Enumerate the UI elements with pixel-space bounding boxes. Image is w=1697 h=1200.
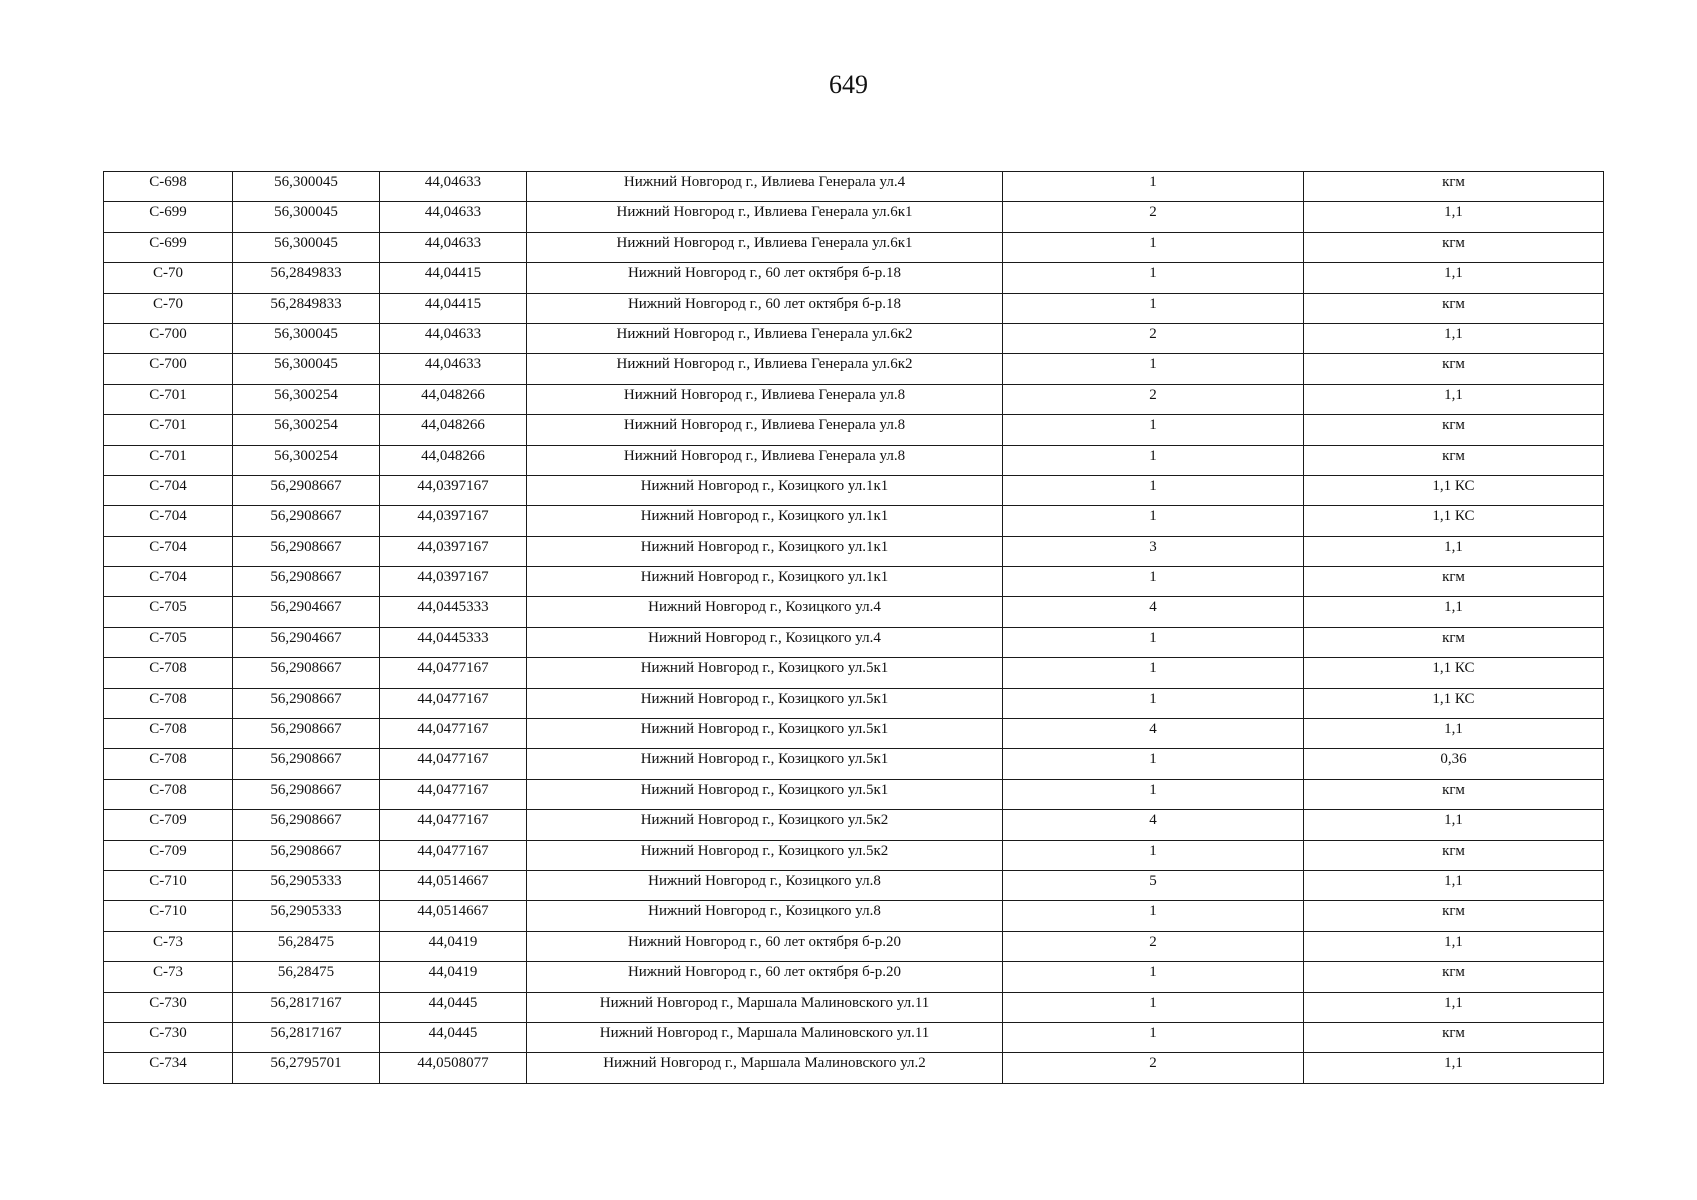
cell-quantity: 1 <box>1003 293 1304 323</box>
cell-code: С-70 <box>104 293 233 323</box>
cell-longitude: 44,0445 <box>380 992 527 1022</box>
cell-latitude: 56,300045 <box>233 202 380 232</box>
cell-longitude: 44,04415 <box>380 263 527 293</box>
table-row <box>104 931 1604 961</box>
cell-type: кгм <box>1304 962 1604 992</box>
cell-code: С-709 <box>104 810 233 840</box>
cell-address: Нижний Новгород г., 60 лет октября б-р.20 <box>527 962 1003 992</box>
cell-code: С-708 <box>104 719 233 749</box>
cell-latitude: 56,2908667 <box>233 536 380 566</box>
cell-type: кгм <box>1304 354 1604 384</box>
cell-longitude: 44,048266 <box>380 415 527 445</box>
cell-code: С-710 <box>104 870 233 900</box>
cell-address: Нижний Новгород г., Козицкого ул.4 <box>527 627 1003 657</box>
cell-longitude: 44,04633 <box>380 354 527 384</box>
cell-type: 1,1 <box>1304 931 1604 961</box>
cell-type: 1,1 <box>1304 810 1604 840</box>
cell-type: кгм <box>1304 445 1604 475</box>
cell-code: С-730 <box>104 992 233 1022</box>
cell-latitude: 56,2908667 <box>233 840 380 870</box>
cell-latitude: 56,300254 <box>233 415 380 445</box>
cell-longitude: 44,0397167 <box>380 536 527 566</box>
cell-address: Нижний Новгород г., Козицкого ул.1к1 <box>527 536 1003 566</box>
cell-code: С-699 <box>104 232 233 262</box>
cell-code: С-730 <box>104 1022 233 1052</box>
cell-quantity: 1 <box>1003 415 1304 445</box>
cell-address: Нижний Новгород г., Маршала Малиновского ул.11 <box>527 992 1003 1022</box>
cell-longitude: 44,0514667 <box>380 870 527 900</box>
cell-type: 0,36 <box>1304 749 1604 779</box>
cell-type: кгм <box>1304 901 1604 931</box>
cell-address: Нижний Новгород г., Козицкого ул.4 <box>527 597 1003 627</box>
cell-latitude: 56,300045 <box>233 172 380 202</box>
cell-longitude: 44,0445333 <box>380 597 527 627</box>
cell-quantity: 1 <box>1003 992 1304 1022</box>
cell-longitude: 44,0477167 <box>380 719 527 749</box>
table-row <box>104 1022 1604 1052</box>
cell-type: кгм <box>1304 293 1604 323</box>
cell-type: кгм <box>1304 840 1604 870</box>
cell-latitude: 56,2817167 <box>233 992 380 1022</box>
cell-address: Нижний Новгород г., Козицкого ул.5к1 <box>527 719 1003 749</box>
cell-code: С-698 <box>104 172 233 202</box>
cell-type: 1,1 <box>1304 597 1604 627</box>
cell-type: кгм <box>1304 567 1604 597</box>
table-row <box>104 688 1604 718</box>
cell-code: С-704 <box>104 536 233 566</box>
cell-code: С-701 <box>104 384 233 414</box>
cell-latitude: 56,300254 <box>233 445 380 475</box>
page-number: 649 <box>829 70 868 99</box>
table-row <box>104 870 1604 900</box>
cell-quantity: 1 <box>1003 567 1304 597</box>
cell-longitude: 44,0397167 <box>380 506 527 536</box>
cell-code: С-708 <box>104 779 233 809</box>
table-row <box>104 779 1604 809</box>
table-row <box>104 293 1604 323</box>
cell-type: 1,1 <box>1304 870 1604 900</box>
cell-address: Нижний Новгород г., Козицкого ул.5к1 <box>527 688 1003 718</box>
cell-address: Нижний Новгород г., Козицкого ул.5к2 <box>527 840 1003 870</box>
table-row <box>104 202 1604 232</box>
cell-quantity: 3 <box>1003 536 1304 566</box>
table-row <box>104 415 1604 445</box>
cell-code: С-708 <box>104 658 233 688</box>
cell-type: 1,1 <box>1304 202 1604 232</box>
cell-latitude: 56,2908667 <box>233 475 380 505</box>
cell-quantity: 4 <box>1003 597 1304 627</box>
cell-latitude: 56,300045 <box>233 354 380 384</box>
cell-latitude: 56,2908667 <box>233 688 380 718</box>
table-row <box>104 597 1604 627</box>
cell-type: кгм <box>1304 172 1604 202</box>
cell-latitude: 56,28475 <box>233 931 380 961</box>
table-row <box>104 232 1604 262</box>
table-row <box>104 445 1604 475</box>
cell-code: С-73 <box>104 931 233 961</box>
cell-longitude: 44,04633 <box>380 323 527 353</box>
cell-code: С-708 <box>104 688 233 718</box>
table-row <box>104 840 1604 870</box>
cell-address: Нижний Новгород г., Ивлиева Генерала ул.4 <box>527 172 1003 202</box>
cell-address: Нижний Новгород г., Козицкого ул.5к1 <box>527 658 1003 688</box>
cell-latitude: 56,300254 <box>233 384 380 414</box>
cell-quantity: 4 <box>1003 810 1304 840</box>
table-row <box>104 384 1604 414</box>
cell-quantity: 1 <box>1003 962 1304 992</box>
data-table <box>103 171 1604 1084</box>
table-row <box>104 658 1604 688</box>
cell-quantity: 1 <box>1003 779 1304 809</box>
cell-address: Нижний Новгород г., Козицкого ул.5к1 <box>527 779 1003 809</box>
cell-latitude: 56,2908667 <box>233 810 380 840</box>
cell-address: Нижний Новгород г., Козицкого ул.5к1 <box>527 749 1003 779</box>
cell-type: 1,1 <box>1304 323 1604 353</box>
cell-type: кгм <box>1304 627 1604 657</box>
table-row <box>104 323 1604 353</box>
table-row <box>104 627 1604 657</box>
cell-longitude: 44,0514667 <box>380 901 527 931</box>
cell-type: кгм <box>1304 779 1604 809</box>
table-row <box>104 901 1604 931</box>
table-row <box>104 749 1604 779</box>
cell-code: С-70 <box>104 263 233 293</box>
cell-quantity: 1 <box>1003 172 1304 202</box>
cell-longitude: 44,0508077 <box>380 1053 527 1083</box>
cell-type: 1,1 КС <box>1304 688 1604 718</box>
cell-address: Нижний Новгород г., Козицкого ул.5к2 <box>527 810 1003 840</box>
cell-code: С-704 <box>104 506 233 536</box>
cell-type: кгм <box>1304 415 1604 445</box>
cell-latitude: 56,2908667 <box>233 779 380 809</box>
cell-code: С-701 <box>104 415 233 445</box>
table-row <box>104 567 1604 597</box>
cell-quantity: 1 <box>1003 658 1304 688</box>
cell-type: 1,1 <box>1304 536 1604 566</box>
cell-quantity: 1 <box>1003 627 1304 657</box>
cell-quantity: 1 <box>1003 840 1304 870</box>
cell-quantity: 1 <box>1003 232 1304 262</box>
table-row <box>104 1053 1604 1083</box>
cell-address: Нижний Новгород г., Маршала Малиновского ул.2 <box>527 1053 1003 1083</box>
cell-quantity: 1 <box>1003 263 1304 293</box>
cell-longitude: 44,0477167 <box>380 810 527 840</box>
cell-address: Нижний Новгород г., Ивлиева Генерала ул.8 <box>527 384 1003 414</box>
cell-address: Нижний Новгород г., Ивлиева Генерала ул.6к1 <box>527 232 1003 262</box>
cell-type: 1,1 КС <box>1304 658 1604 688</box>
cell-latitude: 56,2905333 <box>233 870 380 900</box>
cell-latitude: 56,2908667 <box>233 749 380 779</box>
cell-code: С-709 <box>104 840 233 870</box>
cell-longitude: 44,0397167 <box>380 567 527 597</box>
cell-code: С-700 <box>104 354 233 384</box>
cell-quantity: 2 <box>1003 1053 1304 1083</box>
table-row <box>104 354 1604 384</box>
cell-quantity: 1 <box>1003 506 1304 536</box>
cell-latitude: 56,2908667 <box>233 567 380 597</box>
cell-latitude: 56,2849833 <box>233 263 380 293</box>
cell-longitude: 44,0477167 <box>380 840 527 870</box>
cell-longitude: 44,04633 <box>380 172 527 202</box>
table-row <box>104 992 1604 1022</box>
cell-quantity: 2 <box>1003 384 1304 414</box>
table-row <box>104 810 1604 840</box>
cell-longitude: 44,04633 <box>380 232 527 262</box>
cell-address: Нижний Новгород г., Ивлиева Генерала ул.8 <box>527 445 1003 475</box>
cell-quantity: 2 <box>1003 323 1304 353</box>
cell-address: Нижний Новгород г., Козицкого ул.8 <box>527 901 1003 931</box>
cell-address: Нижний Новгород г., 60 лет октября б-р.20 <box>527 931 1003 961</box>
cell-type: 1,1 <box>1304 384 1604 414</box>
cell-quantity: 5 <box>1003 870 1304 900</box>
table-row <box>104 536 1604 566</box>
cell-code: С-710 <box>104 901 233 931</box>
cell-code: С-701 <box>104 445 233 475</box>
cell-address: Нижний Новгород г., Козицкого ул.8 <box>527 870 1003 900</box>
cell-quantity: 2 <box>1003 202 1304 232</box>
cell-quantity: 1 <box>1003 901 1304 931</box>
cell-longitude: 44,04415 <box>380 293 527 323</box>
cell-longitude: 44,0477167 <box>380 779 527 809</box>
cell-latitude: 56,300045 <box>233 323 380 353</box>
cell-longitude: 44,0477167 <box>380 688 527 718</box>
cell-code: С-73 <box>104 962 233 992</box>
cell-latitude: 56,2908667 <box>233 506 380 536</box>
cell-quantity: 1 <box>1003 475 1304 505</box>
cell-type: 1,1 <box>1304 719 1604 749</box>
cell-longitude: 44,0419 <box>380 931 527 961</box>
cell-quantity: 1 <box>1003 688 1304 718</box>
cell-quantity: 2 <box>1003 931 1304 961</box>
cell-latitude: 56,300045 <box>233 232 380 262</box>
cell-address: Нижний Новгород г., Козицкого ул.1к1 <box>527 567 1003 597</box>
cell-longitude: 44,0445333 <box>380 627 527 657</box>
cell-quantity: 1 <box>1003 445 1304 475</box>
cell-address: Нижний Новгород г., Ивлиева Генерала ул.6к1 <box>527 202 1003 232</box>
table-body <box>104 172 1604 1084</box>
cell-longitude: 44,0397167 <box>380 475 527 505</box>
table-row <box>104 263 1604 293</box>
cell-code: С-700 <box>104 323 233 353</box>
cell-latitude: 56,2817167 <box>233 1022 380 1052</box>
cell-code: С-704 <box>104 567 233 597</box>
cell-latitude: 56,2849833 <box>233 293 380 323</box>
cell-address: Нижний Новгород г., Козицкого ул.1к1 <box>527 506 1003 536</box>
cell-address: Нижний Новгород г., Маршала Малиновского ул.11 <box>527 1022 1003 1052</box>
cell-longitude: 44,048266 <box>380 445 527 475</box>
cell-latitude: 56,2904667 <box>233 597 380 627</box>
cell-type: 1,1 <box>1304 1053 1604 1083</box>
cell-type: 1,1 КС <box>1304 475 1604 505</box>
cell-address: Нижний Новгород г., 60 лет октября б-р.18 <box>527 263 1003 293</box>
table-row <box>104 719 1604 749</box>
table-row <box>104 506 1604 536</box>
cell-latitude: 56,2904667 <box>233 627 380 657</box>
cell-longitude: 44,048266 <box>380 384 527 414</box>
cell-code: С-708 <box>104 749 233 779</box>
cell-type: кгм <box>1304 1022 1604 1052</box>
cell-type: 1,1 <box>1304 263 1604 293</box>
cell-quantity: 4 <box>1003 719 1304 749</box>
table-row <box>104 172 1604 202</box>
cell-address: Нижний Новгород г., Ивлиева Генерала ул.8 <box>527 415 1003 445</box>
cell-code: С-704 <box>104 475 233 505</box>
cell-type: кгм <box>1304 232 1604 262</box>
cell-longitude: 44,04633 <box>380 202 527 232</box>
cell-longitude: 44,0419 <box>380 962 527 992</box>
cell-latitude: 56,2908667 <box>233 719 380 749</box>
cell-quantity: 1 <box>1003 354 1304 384</box>
cell-quantity: 1 <box>1003 1022 1304 1052</box>
cell-address: Нижний Новгород г., Ивлиева Генерала ул.6к2 <box>527 354 1003 384</box>
table-row <box>104 475 1604 505</box>
cell-longitude: 44,0445 <box>380 1022 527 1052</box>
cell-latitude: 56,2908667 <box>233 658 380 688</box>
cell-type: 1,1 КС <box>1304 506 1604 536</box>
cell-address: Нижний Новгород г., Ивлиева Генерала ул.6к2 <box>527 323 1003 353</box>
cell-longitude: 44,0477167 <box>380 749 527 779</box>
cell-latitude: 56,28475 <box>233 962 380 992</box>
cell-code: С-699 <box>104 202 233 232</box>
cell-code: С-705 <box>104 597 233 627</box>
cell-code: С-734 <box>104 1053 233 1083</box>
table-row <box>104 962 1604 992</box>
cell-latitude: 56,2795701 <box>233 1053 380 1083</box>
cell-code: С-705 <box>104 627 233 657</box>
cell-quantity: 1 <box>1003 749 1304 779</box>
cell-address: Нижний Новгород г., Козицкого ул.1к1 <box>527 475 1003 505</box>
cell-type: 1,1 <box>1304 992 1604 1022</box>
cell-latitude: 56,2905333 <box>233 901 380 931</box>
cell-longitude: 44,0477167 <box>380 658 527 688</box>
cell-address: Нижний Новгород г., 60 лет октября б-р.18 <box>527 293 1003 323</box>
